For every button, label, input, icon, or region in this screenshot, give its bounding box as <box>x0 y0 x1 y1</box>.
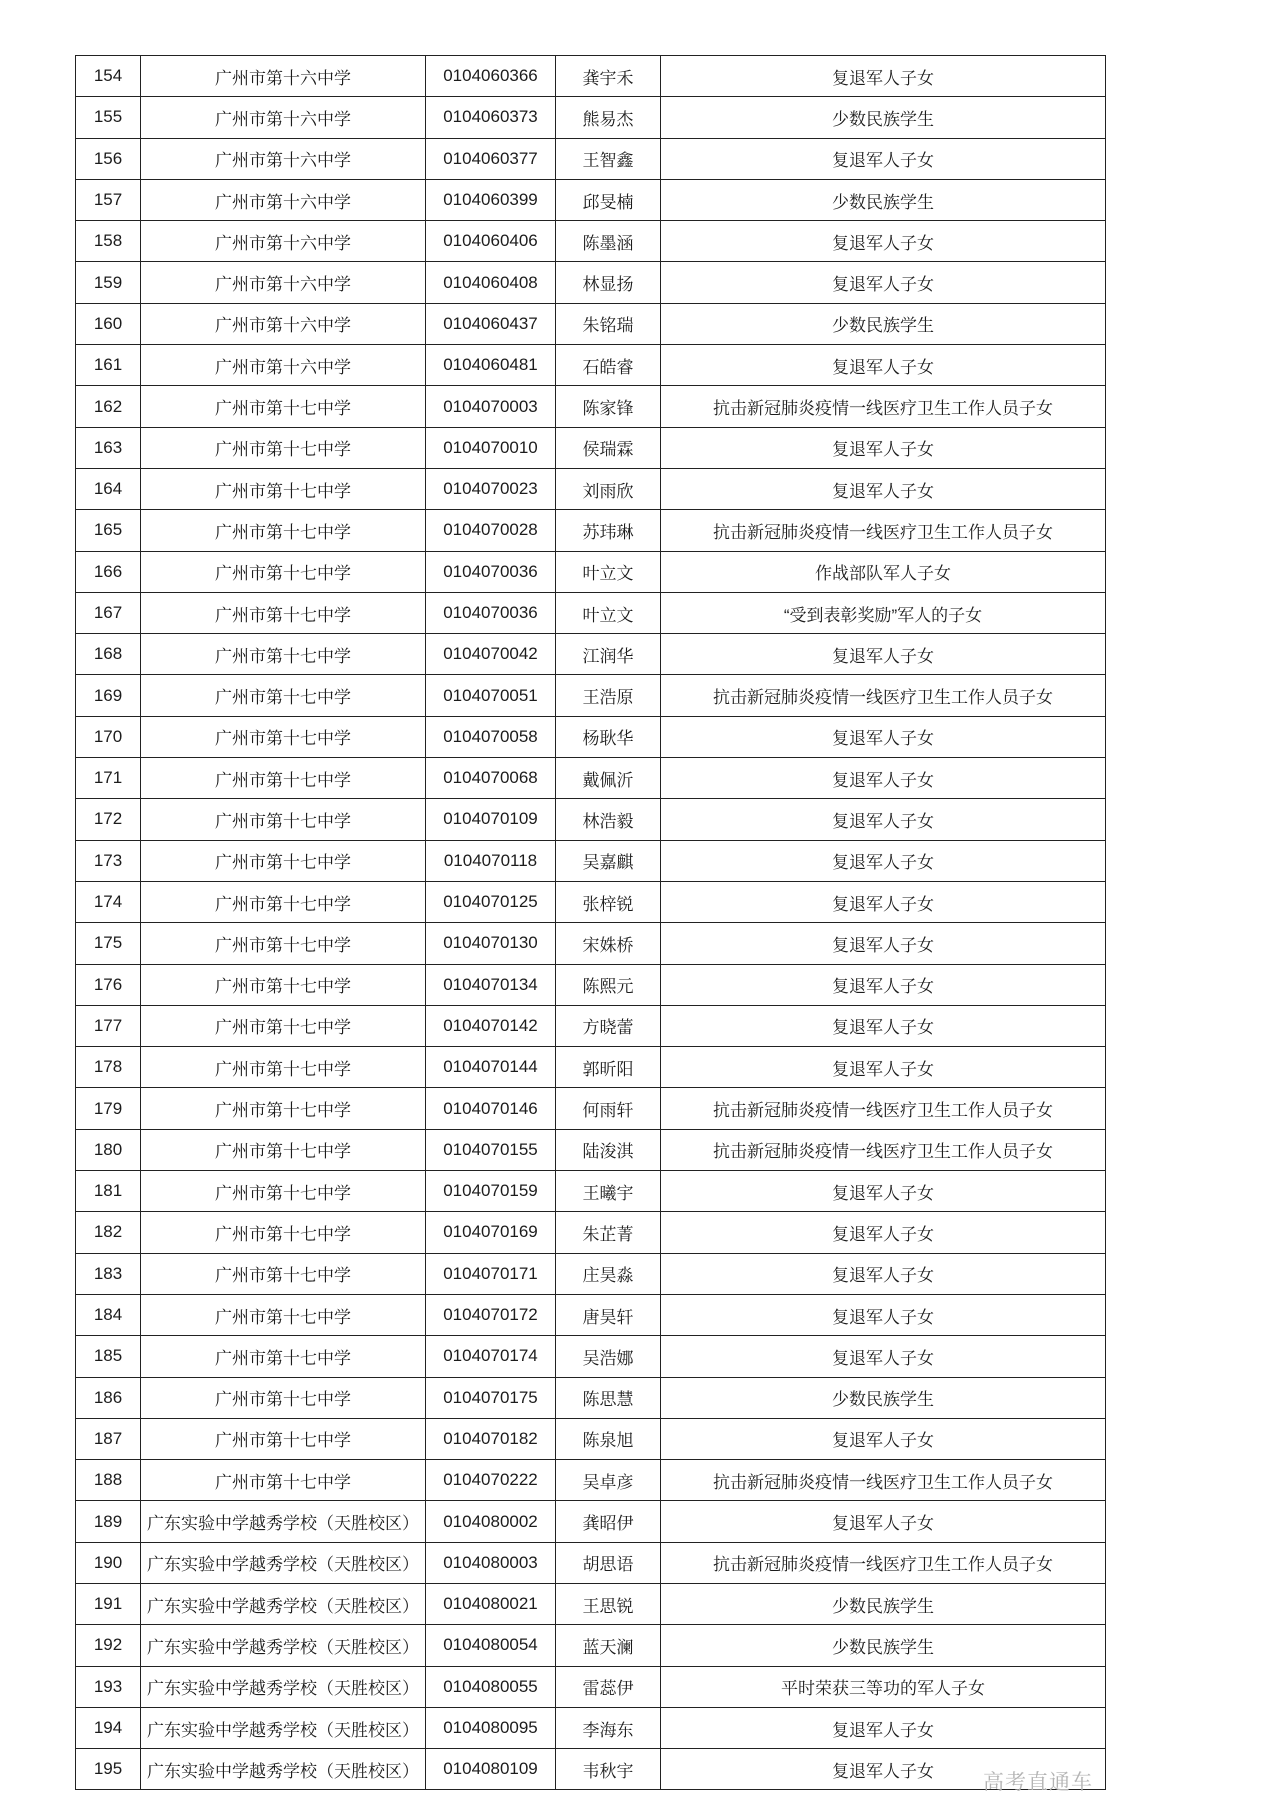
table-row <box>76 1088 1106 1129</box>
cell-no: 183 <box>76 1253 141 1294</box>
cell-name: 王智鑫 <box>556 138 661 179</box>
cell-exam-no: 0104070155 <box>426 1129 556 1170</box>
cell-school: 广东实验中学越秀学校（天胜校区） <box>141 1625 426 1666</box>
cell-category: 复退军人子女 <box>661 1294 1106 1335</box>
cell-category: 复退军人子女 <box>661 1501 1106 1542</box>
cell-no: 158 <box>76 221 141 262</box>
cell-name: 吴嘉麒 <box>556 840 661 881</box>
table-row <box>76 675 1106 716</box>
cell-category: 复退军人子女 <box>661 881 1106 922</box>
cell-name: 王浩原 <box>556 675 661 716</box>
cell-name: 李海东 <box>556 1707 661 1748</box>
table-row <box>76 510 1106 551</box>
cell-no: 175 <box>76 923 141 964</box>
cell-exam-no: 0104070175 <box>426 1377 556 1418</box>
table-row <box>76 1336 1106 1377</box>
cell-category: 复退军人子女 <box>661 716 1106 757</box>
cell-school: 广州市第十七中学 <box>141 1212 426 1253</box>
cell-exam-no: 0104070036 <box>426 592 556 633</box>
cell-category: 抗击新冠肺炎疫情一线医疗卫生工作人员子女 <box>661 386 1106 427</box>
cell-school: 广州市第十七中学 <box>141 468 426 509</box>
cell-exam-no: 0104070036 <box>426 551 556 592</box>
table-row <box>76 386 1106 427</box>
table-row <box>76 634 1106 675</box>
table-row <box>76 1377 1106 1418</box>
cell-name: 林显扬 <box>556 262 661 303</box>
cell-name: 朱铭瑞 <box>556 303 661 344</box>
cell-name: 陈思慧 <box>556 1377 661 1418</box>
cell-exam-no: 0104080002 <box>426 1501 556 1542</box>
cell-school: 广州市第十七中学 <box>141 923 426 964</box>
cell-exam-no: 0104070134 <box>426 964 556 1005</box>
cell-exam-no: 0104080095 <box>426 1707 556 1748</box>
table-row <box>76 468 1106 509</box>
table-row <box>76 427 1106 468</box>
cell-no: 180 <box>76 1129 141 1170</box>
cell-name: 邱旻楠 <box>556 179 661 220</box>
cell-school: 广州市第十七中学 <box>141 1294 426 1335</box>
cell-no: 171 <box>76 758 141 799</box>
cell-name: 陈泉旭 <box>556 1418 661 1459</box>
cell-school: 广州市第十七中学 <box>141 386 426 427</box>
cell-category: 抗击新冠肺炎疫情一线医疗卫生工作人员子女 <box>661 675 1106 716</box>
cell-school: 广州市第十七中学 <box>141 1005 426 1046</box>
cell-category: 抗击新冠肺炎疫情一线医疗卫生工作人员子女 <box>661 1088 1106 1129</box>
cell-name: 郭昕阳 <box>556 1047 661 1088</box>
cell-no: 178 <box>76 1047 141 1088</box>
cell-no: 167 <box>76 592 141 633</box>
table-row <box>76 1129 1106 1170</box>
cell-school: 广州市第十六中学 <box>141 179 426 220</box>
cell-no: 194 <box>76 1707 141 1748</box>
cell-category: 复退军人子女 <box>661 345 1106 386</box>
cell-exam-no: 0104070169 <box>426 1212 556 1253</box>
cell-exam-no: 0104070028 <box>426 510 556 551</box>
cell-school: 广州市第十七中学 <box>141 716 426 757</box>
cell-exam-no: 0104080054 <box>426 1625 556 1666</box>
cell-exam-no: 0104070172 <box>426 1294 556 1335</box>
cell-no: 172 <box>76 799 141 840</box>
cell-category: 复退军人子女 <box>661 56 1106 97</box>
table-row <box>76 345 1106 386</box>
table-row <box>76 758 1106 799</box>
cell-school: 广州市第十七中学 <box>141 799 426 840</box>
cell-exam-no: 0104070003 <box>426 386 556 427</box>
cell-school: 广州市第十七中学 <box>141 964 426 1005</box>
cell-exam-no: 0104070159 <box>426 1171 556 1212</box>
cell-no: 182 <box>76 1212 141 1253</box>
table-row <box>76 56 1106 97</box>
cell-no: 162 <box>76 386 141 427</box>
table-row <box>76 303 1106 344</box>
cell-name: 陆浚淇 <box>556 1129 661 1170</box>
table-row <box>76 1707 1106 1748</box>
cell-name: 叶立文 <box>556 592 661 633</box>
cell-school: 广州市第十七中学 <box>141 592 426 633</box>
table-row <box>76 964 1106 1005</box>
cell-exam-no: 0104070118 <box>426 840 556 881</box>
cell-school: 广州市第十七中学 <box>141 1129 426 1170</box>
table-row <box>76 1625 1106 1666</box>
table-row <box>76 138 1106 179</box>
cell-category: 复退军人子女 <box>661 923 1106 964</box>
cell-no: 181 <box>76 1171 141 1212</box>
cell-category: 平时荣获三等功的军人子女 <box>661 1666 1106 1707</box>
cell-school: 广州市第十七中学 <box>141 1377 426 1418</box>
cell-category: 复退军人子女 <box>661 840 1106 881</box>
cell-exam-no: 0104070051 <box>426 675 556 716</box>
cell-category: 复退军人子女 <box>661 1005 1106 1046</box>
cell-no: 177 <box>76 1005 141 1046</box>
cell-exam-no: 0104070058 <box>426 716 556 757</box>
cell-category: 复退军人子女 <box>661 634 1106 675</box>
cell-exam-no: 0104070171 <box>426 1253 556 1294</box>
cell-exam-no: 0104060373 <box>426 97 556 138</box>
cell-no: 165 <box>76 510 141 551</box>
cell-name: 陈墨涵 <box>556 221 661 262</box>
table-row <box>76 840 1106 881</box>
cell-exam-no: 0104060408 <box>426 262 556 303</box>
cell-exam-no: 0104070130 <box>426 923 556 964</box>
cell-exam-no: 0104070125 <box>426 881 556 922</box>
table-row <box>76 1212 1106 1253</box>
cell-category: 复退军人子女 <box>661 138 1106 179</box>
table-row <box>76 881 1106 922</box>
cell-no: 184 <box>76 1294 141 1335</box>
cell-school: 广州市第十六中学 <box>141 303 426 344</box>
table-row <box>76 799 1106 840</box>
cell-name: 叶立文 <box>556 551 661 592</box>
table-row <box>76 1542 1106 1583</box>
cell-exam-no: 0104070144 <box>426 1047 556 1088</box>
cell-school: 广州市第十六中学 <box>141 56 426 97</box>
cell-exam-no: 0104080109 <box>426 1749 556 1790</box>
cell-name: 王曦宇 <box>556 1171 661 1212</box>
cell-no: 173 <box>76 840 141 881</box>
cell-name: 龚宇禾 <box>556 56 661 97</box>
cell-name: 庄昊淼 <box>556 1253 661 1294</box>
cell-no: 193 <box>76 1666 141 1707</box>
table-row <box>76 592 1106 633</box>
cell-name: 陈家锋 <box>556 386 661 427</box>
cell-no: 185 <box>76 1336 141 1377</box>
table-row <box>76 1171 1106 1212</box>
cell-category: 复退军人子女 <box>661 427 1106 468</box>
cell-no: 154 <box>76 56 141 97</box>
cell-exam-no: 0104060406 <box>426 221 556 262</box>
cell-name: 宋姝桥 <box>556 923 661 964</box>
cell-name: 韦秋宇 <box>556 1749 661 1790</box>
table-row <box>76 1583 1106 1624</box>
cell-school: 广州市第十七中学 <box>141 1253 426 1294</box>
cell-school: 广州市第十七中学 <box>141 758 426 799</box>
cell-school: 广州市第十七中学 <box>141 675 426 716</box>
cell-category: 复退军人子女 <box>661 468 1106 509</box>
cell-school: 广州市第十七中学 <box>141 1047 426 1088</box>
table-row <box>76 1501 1106 1542</box>
cell-name: 吴浩娜 <box>556 1336 661 1377</box>
cell-name: 胡思语 <box>556 1542 661 1583</box>
cell-no: 156 <box>76 138 141 179</box>
cell-exam-no: 0104070146 <box>426 1088 556 1129</box>
cell-name: 林浩毅 <box>556 799 661 840</box>
cell-category: 复退军人子女 <box>661 1171 1106 1212</box>
table-row <box>76 551 1106 592</box>
cell-category: 少数民族学生 <box>661 1377 1106 1418</box>
table-row <box>76 179 1106 220</box>
table-row <box>76 262 1106 303</box>
cell-name: 方晓蕾 <box>556 1005 661 1046</box>
cell-name: 张梓锐 <box>556 881 661 922</box>
cell-no: 191 <box>76 1583 141 1624</box>
cell-category: 少数民族学生 <box>661 97 1106 138</box>
cell-category: 复退军人子女 <box>661 262 1106 303</box>
cell-exam-no: 0104070142 <box>426 1005 556 1046</box>
cell-school: 广州市第十七中学 <box>141 634 426 675</box>
table-row <box>76 1047 1106 1088</box>
cell-name: 刘雨欣 <box>556 468 661 509</box>
table-row <box>76 1749 1106 1790</box>
cell-exam-no: 0104060399 <box>426 179 556 220</box>
cell-exam-no: 0104080021 <box>426 1583 556 1624</box>
cell-category: 少数民族学生 <box>661 303 1106 344</box>
table-row <box>76 1253 1106 1294</box>
cell-school: 广州市第十七中学 <box>141 1171 426 1212</box>
cell-no: 157 <box>76 179 141 220</box>
cell-exam-no: 0104070010 <box>426 427 556 468</box>
table-row <box>76 716 1106 757</box>
cell-name: 苏玮琳 <box>556 510 661 551</box>
table-row <box>76 1666 1106 1707</box>
table-body <box>76 56 1106 1790</box>
cell-category: 复退军人子女 <box>661 758 1106 799</box>
cell-no: 179 <box>76 1088 141 1129</box>
cell-name: 熊易杰 <box>556 97 661 138</box>
cell-no: 160 <box>76 303 141 344</box>
cell-category: 复退军人子女 <box>661 1212 1106 1253</box>
cell-exam-no: 0104070023 <box>426 468 556 509</box>
cell-exam-no: 0104070174 <box>426 1336 556 1377</box>
cell-exam-no: 0104070222 <box>426 1460 556 1501</box>
cell-school: 广东实验中学越秀学校（天胜校区） <box>141 1583 426 1624</box>
cell-category: 抗击新冠肺炎疫情一线医疗卫生工作人员子女 <box>661 1460 1106 1501</box>
cell-school: 广州市第十七中学 <box>141 1336 426 1377</box>
cell-school: 广州市第十七中学 <box>141 881 426 922</box>
cell-school: 广州市第十七中学 <box>141 510 426 551</box>
cell-name: 朱芷菁 <box>556 1212 661 1253</box>
cell-school: 广州市第十七中学 <box>141 427 426 468</box>
cell-category: “受到表彰奖励”军人的子女 <box>661 592 1106 633</box>
cell-no: 155 <box>76 97 141 138</box>
cell-exam-no: 0104070182 <box>426 1418 556 1459</box>
cell-name: 江润华 <box>556 634 661 675</box>
cell-category: 作战部队军人子女 <box>661 551 1106 592</box>
cell-exam-no: 0104070068 <box>426 758 556 799</box>
cell-category: 少数民族学生 <box>661 179 1106 220</box>
cell-no: 188 <box>76 1460 141 1501</box>
cell-school: 广州市第十六中学 <box>141 345 426 386</box>
cell-name: 侯瑞霖 <box>556 427 661 468</box>
table-row <box>76 1418 1106 1459</box>
cell-no: 169 <box>76 675 141 716</box>
cell-category: 复退军人子女 <box>661 1707 1106 1748</box>
cell-name: 蓝天澜 <box>556 1625 661 1666</box>
cell-name: 杨耿华 <box>556 716 661 757</box>
cell-category: 少数民族学生 <box>661 1625 1106 1666</box>
cell-no: 166 <box>76 551 141 592</box>
cell-exam-no: 0104080003 <box>426 1542 556 1583</box>
student-roster-table <box>75 55 1106 1790</box>
table-row <box>76 923 1106 964</box>
cell-exam-no: 0104080055 <box>426 1666 556 1707</box>
cell-no: 163 <box>76 427 141 468</box>
cell-category: 复退军人子女 <box>661 1336 1106 1377</box>
cell-exam-no: 0104060481 <box>426 345 556 386</box>
cell-school: 广州市第十七中学 <box>141 1088 426 1129</box>
cell-category: 抗击新冠肺炎疫情一线医疗卫生工作人员子女 <box>661 1542 1106 1583</box>
cell-no: 161 <box>76 345 141 386</box>
cell-name: 戴佩沂 <box>556 758 661 799</box>
cell-school: 广州市第十六中学 <box>141 138 426 179</box>
cell-category: 复退军人子女 <box>661 1749 1106 1790</box>
cell-exam-no: 0104060437 <box>426 303 556 344</box>
cell-school: 广东实验中学越秀学校（天胜校区） <box>141 1666 426 1707</box>
cell-category: 复退军人子女 <box>661 799 1106 840</box>
cell-category: 复退军人子女 <box>661 221 1106 262</box>
cell-school: 广州市第十七中学 <box>141 840 426 881</box>
cell-school: 广州市第十七中学 <box>141 1460 426 1501</box>
cell-school: 广州市第十七中学 <box>141 551 426 592</box>
cell-no: 159 <box>76 262 141 303</box>
cell-no: 170 <box>76 716 141 757</box>
cell-name: 龚昭伊 <box>556 1501 661 1542</box>
table-row <box>76 1460 1106 1501</box>
cell-category: 少数民族学生 <box>661 1583 1106 1624</box>
cell-category: 抗击新冠肺炎疫情一线医疗卫生工作人员子女 <box>661 1129 1106 1170</box>
table-row <box>76 221 1106 262</box>
cell-category: 复退军人子女 <box>661 1047 1106 1088</box>
cell-name: 唐昊轩 <box>556 1294 661 1335</box>
cell-exam-no: 0104060377 <box>426 138 556 179</box>
cell-exam-no: 0104070042 <box>426 634 556 675</box>
cell-no: 192 <box>76 1625 141 1666</box>
cell-name: 王思锐 <box>556 1583 661 1624</box>
cell-school: 广州市第十六中学 <box>141 262 426 303</box>
cell-exam-no: 0104070109 <box>426 799 556 840</box>
cell-school: 广东实验中学越秀学校（天胜校区） <box>141 1749 426 1790</box>
cell-school: 广东实验中学越秀学校（天胜校区） <box>141 1707 426 1748</box>
table-row <box>76 1294 1106 1335</box>
cell-name: 雷蕊伊 <box>556 1666 661 1707</box>
cell-no: 164 <box>76 468 141 509</box>
cell-category: 复退军人子女 <box>661 1418 1106 1459</box>
cell-school: 广东实验中学越秀学校（天胜校区） <box>141 1542 426 1583</box>
cell-category: 抗击新冠肺炎疫情一线医疗卫生工作人员子女 <box>661 510 1106 551</box>
cell-no: 190 <box>76 1542 141 1583</box>
cell-category: 复退军人子女 <box>661 1253 1106 1294</box>
cell-category: 复退军人子女 <box>661 964 1106 1005</box>
cell-no: 195 <box>76 1749 141 1790</box>
table-row <box>76 1005 1106 1046</box>
cell-school: 广州市第十七中学 <box>141 1418 426 1459</box>
cell-name: 何雨轩 <box>556 1088 661 1129</box>
cell-school: 广州市第十六中学 <box>141 221 426 262</box>
cell-no: 187 <box>76 1418 141 1459</box>
cell-exam-no: 0104060366 <box>426 56 556 97</box>
cell-no: 174 <box>76 881 141 922</box>
watermark-text: 高考直通车 <box>983 1771 1093 1794</box>
cell-no: 186 <box>76 1377 141 1418</box>
table-row <box>76 97 1106 138</box>
cell-no: 189 <box>76 1501 141 1542</box>
cell-name: 陈熙元 <box>556 964 661 1005</box>
cell-no: 176 <box>76 964 141 1005</box>
cell-name: 吴卓彦 <box>556 1460 661 1501</box>
cell-no: 168 <box>76 634 141 675</box>
cell-school: 广东实验中学越秀学校（天胜校区） <box>141 1501 426 1542</box>
cell-name: 石皓睿 <box>556 345 661 386</box>
cell-school: 广州市第十六中学 <box>141 97 426 138</box>
